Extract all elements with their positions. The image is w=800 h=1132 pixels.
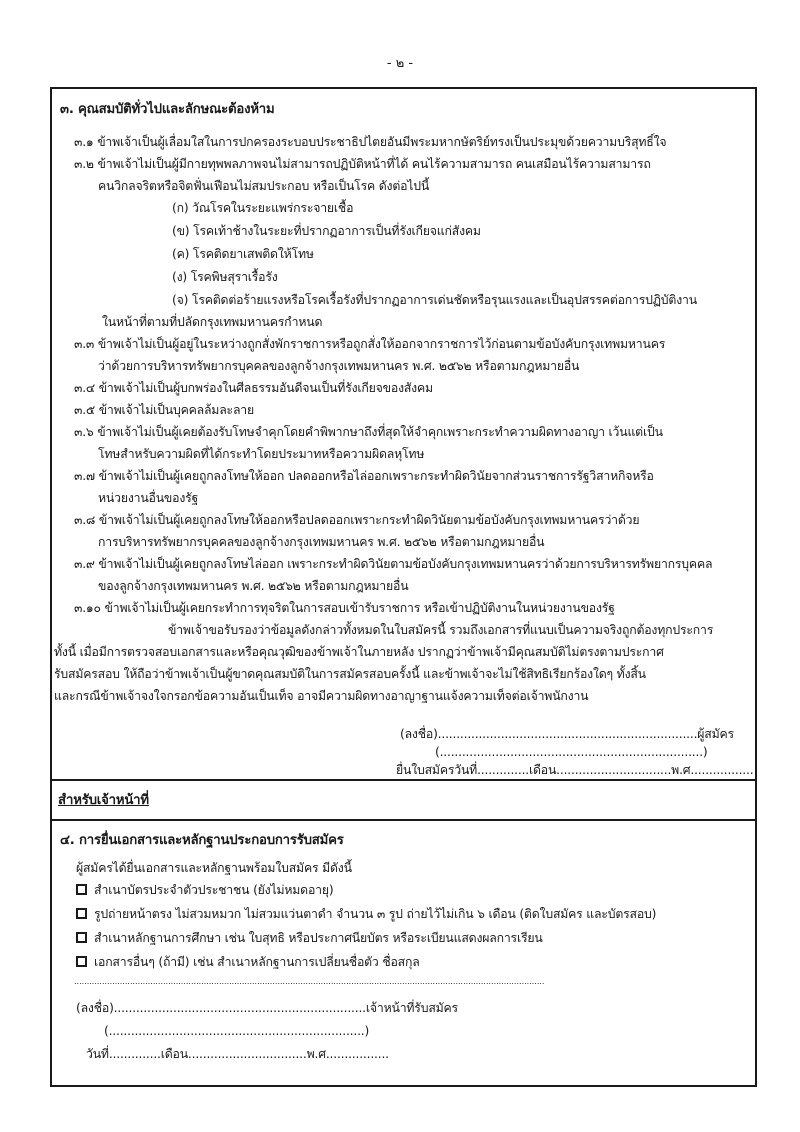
declaration-line-3: รับสมัครสอบ ให้ถือว่าข้าพเจ้าเป็นผู้ขาดคุณสมบัติในการสมัครสอบครั้งนี้ และข้าพเจ้าจะไม่ใช้สิทธิเรียกร้องใดๆ ทั้งสิ้น: [54, 667, 646, 681]
item-3-2-cont: คนวิกลจริตหรือจิตฟั่นเฟือนไม่สมประกอบ หรือเป็นโรค ดังต่อไปนี้: [98, 179, 430, 193]
checklist-label: เอกสารอื่นๆ (ถ้ามี) เช่น สำเนาหลักฐานการเปลี่ยนชื่อตัว ชื่อสกุล: [94, 955, 420, 969]
checkbox[interactable]: [76, 932, 87, 943]
checklist-item: [76, 954, 420, 970]
item-3-7: ๓.๗ ข้าพเจ้าไม่เป็นผู้เคยถูกลงโทษให้ออก ปลดออกหรือไล่ออกเพราะกระทำผิดวินัยจากส่วนราชการรัฐวิสาหกิจหรือ: [74, 469, 654, 483]
application-form-frame: [50, 87, 757, 1087]
checklist-item: [76, 882, 333, 898]
section-4-heading: ๔. การยื่นเอกสารและหลักฐานประกอบการรับสมัคร: [60, 833, 344, 848]
checklist-item: [76, 906, 656, 922]
disease-d: (ง) โรคพิษสุราเรื้อรัง: [172, 270, 278, 284]
officer-name-field[interactable]: (.....................................................................): [104, 1024, 370, 1038]
checklist-label: สำเนาบัตรประจำตัวประชาชน (ยังไม่หมดอายุ): [94, 883, 334, 897]
declaration-line-1: ข้าพเจ้าขอรับรองว่าข้อมูลดังกล่าวทั้งหมดในใบสมัครนี้ รวมถึงเอกสารที่แนบเป็นความจริงถูกต้องทุกประการ: [168, 623, 714, 637]
declaration-line-4: และกรณีข้าพเจ้าจงใจกรอกข้อความอันเป็นเท็จ อาจมีความผิดทางอาญาฐานแจ้งความเท็จต่อเจ้าพนักงาน: [54, 689, 589, 703]
section-4-documents: [52, 821, 755, 1085]
checklist-item: [76, 930, 543, 946]
item-3-8: ๓.๘ ข้าพเจ้าไม่เป็นผู้เคยถูกลงโทษให้ออกหรือปลดออกเพราะกระทำผิดวินัยตามข้อบังคับกรุงเทพมหานครว่าด้วย: [74, 513, 640, 527]
item-3-9: ๓.๙ ข้าพเจ้าไม่เป็นผู้เคยถูกลงโทษไล่ออก เพราะกระทำผิดวินัยตามข้อบังคับกรุงเทพมหานครว่าด้วยการบริหารทรัพยากรบุคคล: [74, 557, 713, 571]
section-3-heading: ๓. คุณสมบัติทั่วไปและลักษณะต้องห้าม: [60, 102, 275, 117]
officer-signature-field[interactable]: (ลงชื่อ)....................................................................เจ้าหน้าที่รับสมัคร: [76, 1001, 458, 1015]
officer-heading: สำหรับเจ้าหน้าที่: [58, 793, 149, 808]
item-3-5: ๓.๕ ข้าพเจ้าไม่เป็นบุคคลล้มละลาย: [74, 403, 254, 417]
checkbox[interactable]: [76, 908, 87, 919]
item-3-6-cont: โทษสำหรับความผิดที่ได้กระทำโดยประมาทหรือความผิดลหุโทษ: [98, 447, 425, 461]
disease-b: (ข) โรคเท้าช้างในระยะที่ปรากฏอาการเป็นที่รังเกียจแก่สังคม: [172, 224, 481, 238]
disease-e: (จ) โรคติดต่อร้ายแรงหรือโรคเรื้อรังที่ปรากฏอาการเด่นชัดหรือรุนแรงและเป็นอุปสรรคต่อการปฏิบัติงาน: [172, 293, 697, 307]
declaration-line-2: ทั้งนี้ เมื่อมีการตรวจสอบเอกสารและหรือคุณวุฒิของข้าพเจ้าในภายหลัง ปรากฏว่าข้าพเจ้ามีคุณสมบัติไม่ตรงตามประกาศ: [54, 645, 664, 659]
disease-tail: ในหน้าที่ตามที่ปลัดกรุงเทพมหานครกำหนด: [102, 315, 323, 329]
item-3-3: ๓.๓ ข้าพเจ้าไม่เป็นผู้อยู่ในระหว่างถูกสั่งพักราชการหรือถูกสั่งให้ออกจากราชการไว้ก่อนตามข้อบังคับกรุงเทพมหานคร: [74, 337, 666, 351]
checkbox[interactable]: [76, 956, 87, 967]
item-3-6: ๓.๖ ข้าพเจ้าไม่เป็นผู้เคยต้องรับโทษจำคุกโดยคำพิพากษาถึงที่สุดให้จำคุกเพราะกระทำความผิดทางอาญา เว้นแต่เป็น: [74, 425, 663, 439]
applicant-signature-field[interactable]: (ลงชื่อ)......................................................................ผู้สมัคร: [400, 727, 734, 741]
item-3-2: ๓.๒ ข้าพเจ้าไม่เป็นผู้มีกายทุพพลภาพจนไม่สามารถปฏิบัติหน้าที่ได้ คนไร้ความสามารถ คนเสมือนไร้ความสามารถ: [74, 157, 651, 171]
item-3-8-cont: การบริหารทรัพยากรบุคคลของลูกจ้างกรุงเทพมหานคร พ.ศ. ๒๕๖๒ หรือตามกฎหมายอื่น: [98, 535, 545, 549]
received-date-field[interactable]: วันที่..............เดือน................................พ.ศ.................: [86, 1047, 389, 1061]
disease-a: (ก) วัณโรคในระยะแพร่กระจายเชื้อ: [172, 201, 354, 215]
officer-section: [52, 781, 755, 821]
item-3-1: ๓.๑ ข้าพเจ้าเป็นผู้เลื่อมใสในการปกครองระบอบประชาธิปไตยอันมีพระมหากษัตริย์ทรงเป็นประมุขด้วยความบริสุทธิ์ใจ: [74, 135, 667, 149]
application-date-field[interactable]: ยื่นใบสมัครวันที่..............เดือน...............................พ.ศ.................: [396, 763, 754, 777]
other-documents-dotted-line[interactable]: .........................................................................................................................................................................................: [74, 977, 545, 986]
documents-intro: ผู้สมัครได้ยื่นเอกสารและหลักฐานพร้อมใบสมัคร มีดังนี้: [76, 861, 352, 875]
section-3-qualifications: [52, 89, 755, 781]
item-3-4: ๓.๔ ข้าพเจ้าไม่เป็นผู้บกพร่องในศีลธรรมอันดีจนเป็นที่รังเกียจของสังคม: [74, 381, 433, 395]
page-number: - ๒ -: [386, 56, 414, 71]
disease-c: (ค) โรคติดยาเสพติดให้โทษ: [172, 247, 314, 261]
item-3-10: ๓.๑๐ ข้าพเจ้าไม่เป็นผู้เคยกระทำการทุจริตในการสอบเข้ารับราชการ หรือเข้าปฏิบัติงานในหน่วยงานของรัฐ: [74, 601, 615, 615]
item-3-7-cont: หน่วยงานอื่นของรัฐ: [98, 491, 199, 505]
checklist-label: สำเนาหลักฐานการศึกษา เช่น ใบสุทธิ หรือประกาศนียบัตร หรือระเบียนแสดงผลการเรียน: [94, 931, 543, 945]
item-3-3-cont: ว่าด้วยการบริหารทรัพยากรบุคคลของลูกจ้างกรุงเทพมหานคร พ.ศ. ๒๕๖๒ หรือตามกฎหมายอื่น: [98, 359, 580, 373]
checkbox[interactable]: [76, 884, 87, 895]
checklist-label: รูปถ่ายหน้าตรง ไม่สวมหมวก ไม่สวมแว่นตาดำ จำนวน ๓ รูป ถ่ายไว้ไม่เกิน ๖ เดือน (ติดใบสมัคร และบัตรสอบ): [94, 907, 657, 921]
item-3-9-cont: ของลูกจ้างกรุงเทพมหานคร พ.ศ. ๒๕๖๒ หรือตามกฎหมายอื่น: [98, 579, 409, 593]
applicant-name-field[interactable]: (.......................................................................): [435, 745, 708, 759]
